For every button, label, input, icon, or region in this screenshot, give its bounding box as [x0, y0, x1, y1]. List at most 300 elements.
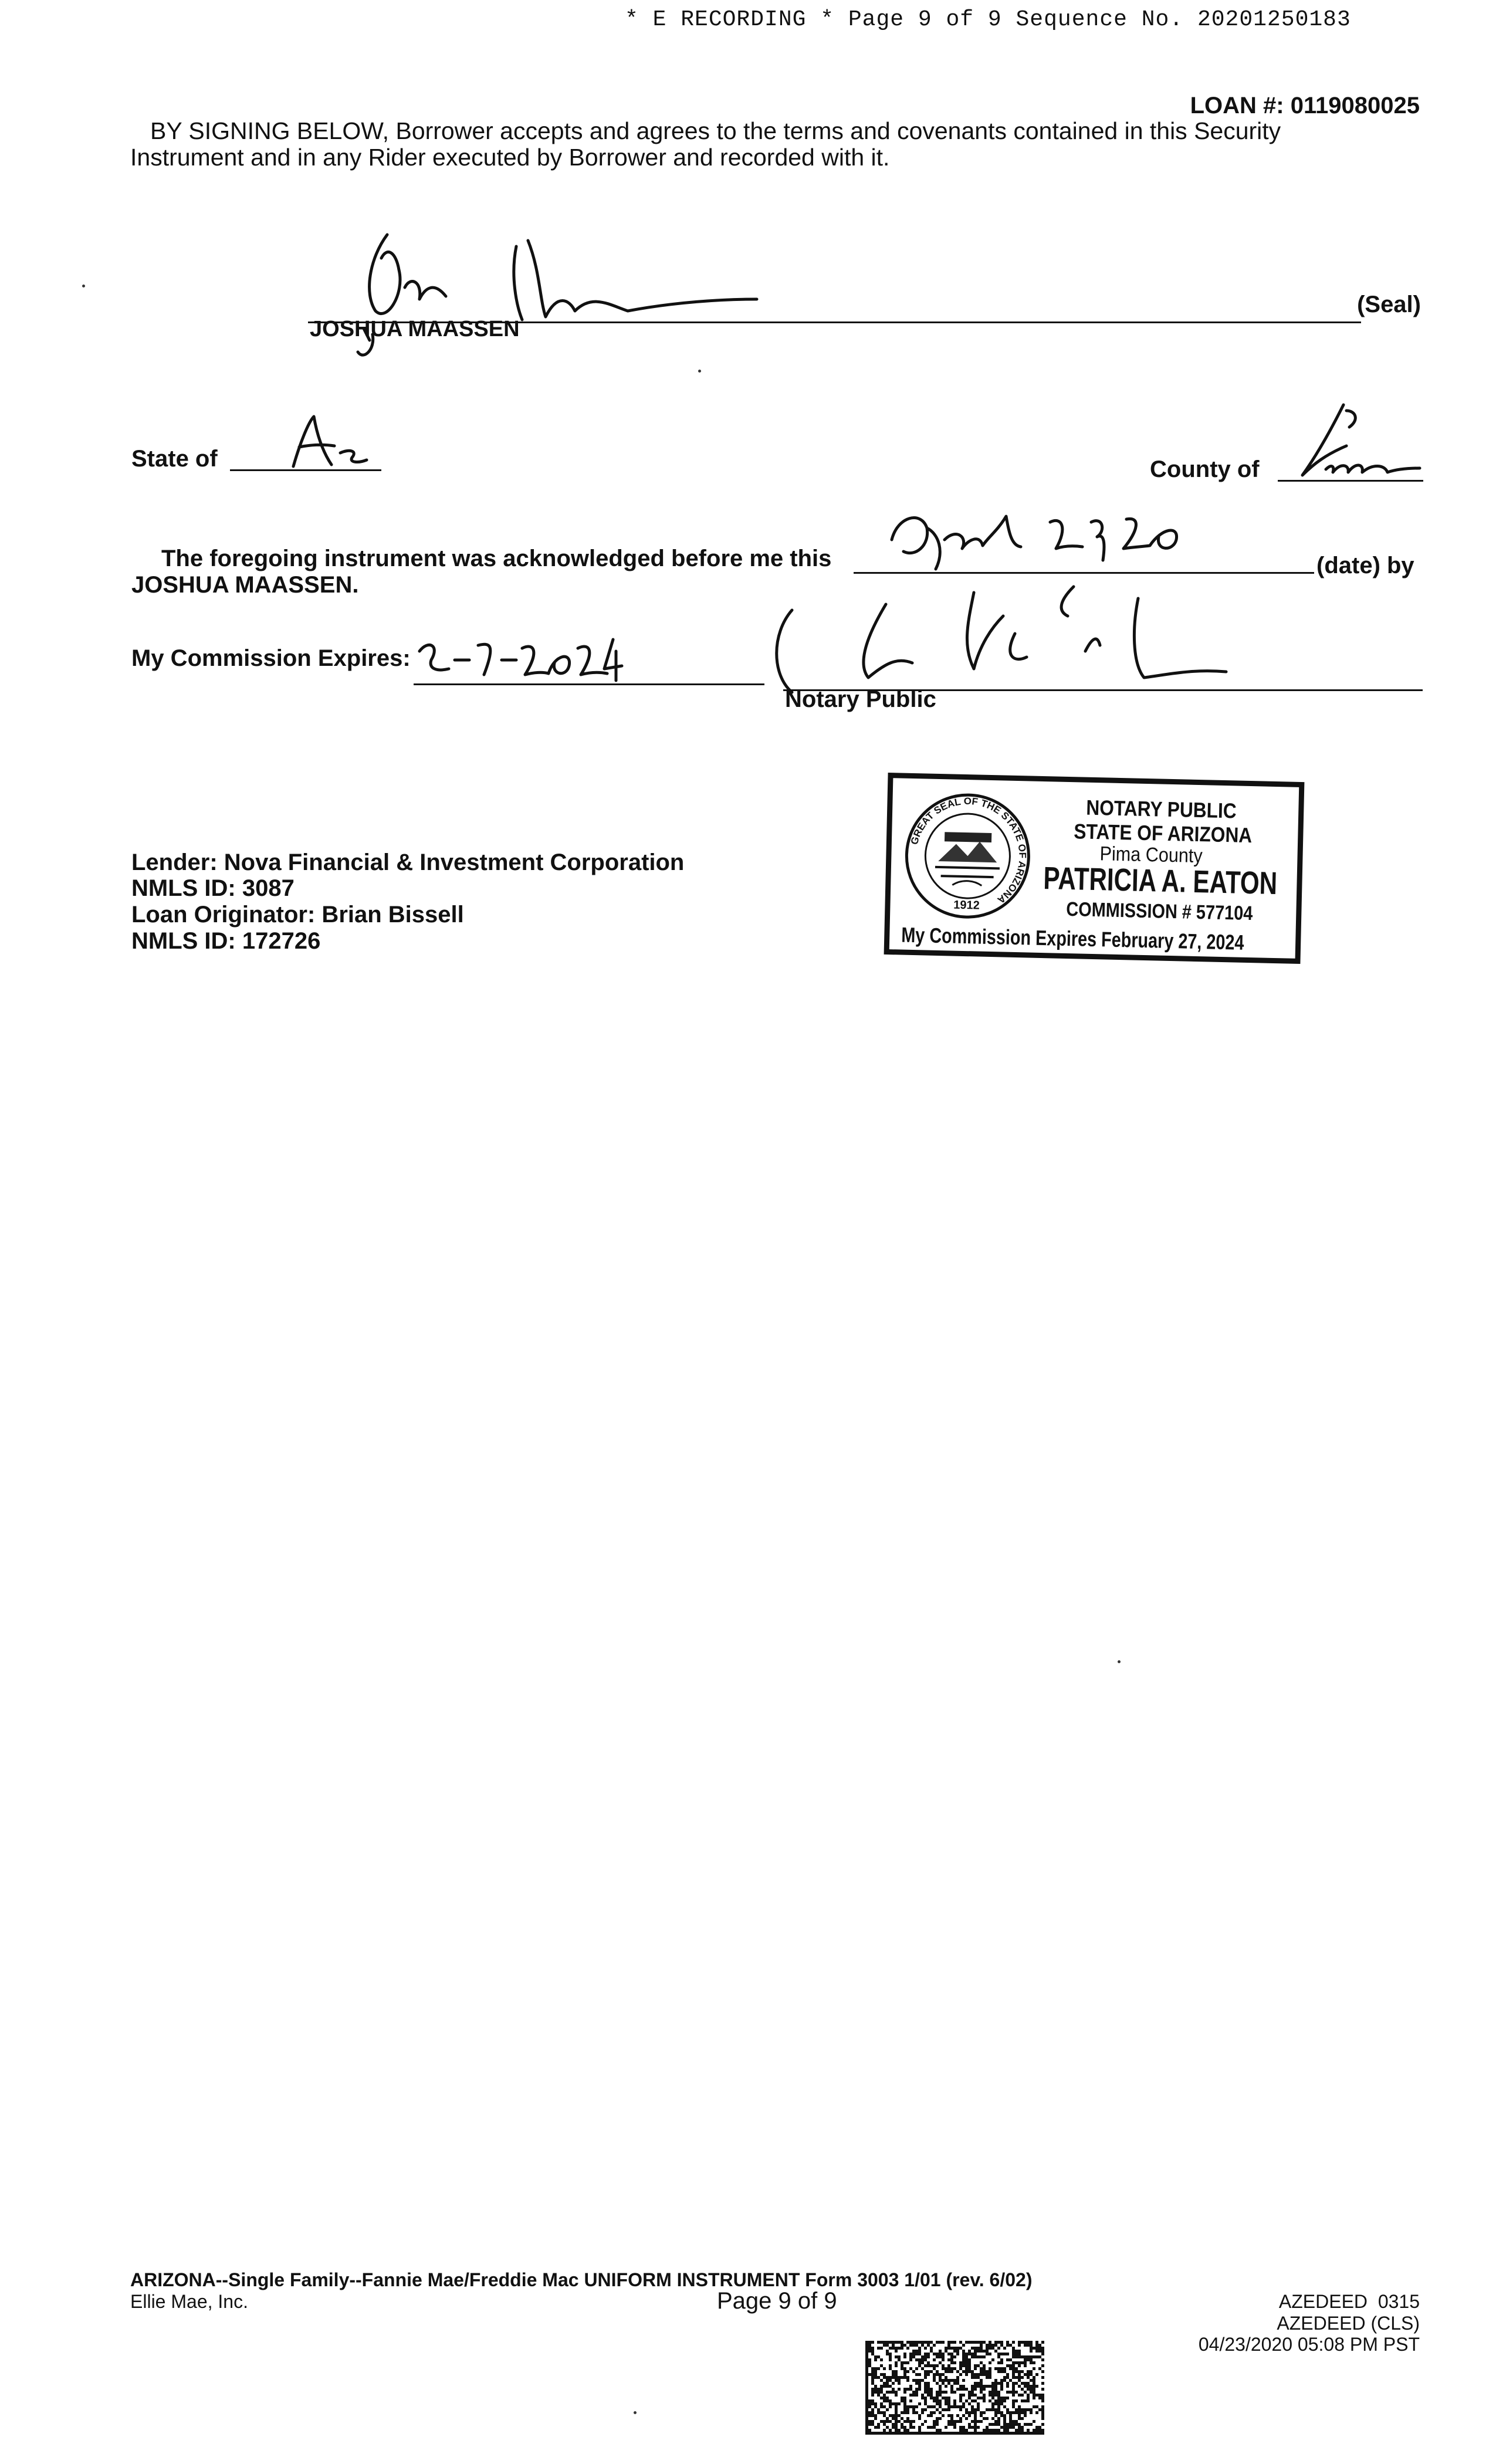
barcode-module: [889, 2420, 892, 2423]
barcode-module: [933, 2376, 936, 2379]
barcode-module: [989, 2408, 991, 2411]
barcode-module: [1018, 2417, 1021, 2420]
barcode-module: [933, 2367, 936, 2370]
barcode-module: [962, 2350, 965, 2353]
notary-stamp: [884, 773, 1305, 964]
barcode-module: [936, 2417, 939, 2420]
barcode-module: [994, 2344, 997, 2347]
barcode-module: [1033, 2347, 1035, 2350]
barcode-module: [924, 2358, 927, 2361]
barcode-module: [915, 2350, 918, 2353]
barcode-module: [886, 2417, 889, 2420]
barcode-module: [989, 2391, 991, 2394]
barcode-module: [971, 2426, 974, 2429]
barcode-module: [903, 2370, 906, 2373]
barcode-module: [953, 2432, 956, 2435]
barcode-module: [986, 2373, 989, 2376]
barcode-module: [983, 2417, 986, 2420]
barcode-module: [1012, 2388, 1015, 2391]
barcode-module: [1003, 2426, 1006, 2429]
barcode-module: [1006, 2358, 1009, 2361]
barcode-module: [930, 2394, 933, 2397]
barcode-module: [947, 2341, 950, 2344]
barcode-module: [933, 2420, 936, 2423]
barcode-module: [983, 2350, 986, 2353]
barcode-module: [921, 2358, 924, 2361]
barcode-module: [921, 2411, 924, 2414]
barcode-module: [971, 2353, 974, 2355]
barcode-module: [1006, 2429, 1009, 2432]
barcode-module: [1033, 2432, 1035, 2435]
commission-label: My Commission Expires:: [131, 645, 411, 671]
barcode-module: [994, 2411, 997, 2414]
barcode-module: [886, 2397, 889, 2399]
barcode-module: [874, 2385, 877, 2388]
barcode-module: [1009, 2367, 1012, 2370]
barcode-module: [959, 2373, 962, 2376]
barcode-module: [1006, 2353, 1009, 2355]
barcode-module: [865, 2364, 868, 2367]
barcode-module: [915, 2382, 918, 2385]
barcode-module: [912, 2432, 915, 2435]
barcode-module: [1035, 2341, 1038, 2344]
barcode-module: [1041, 2353, 1044, 2355]
barcode-module: [886, 2432, 889, 2435]
barcode-module: [1009, 2379, 1012, 2382]
barcode-module: [991, 2358, 994, 2361]
barcode-module: [895, 2417, 898, 2420]
barcode-module: [994, 2385, 997, 2388]
barcode-module: [886, 2350, 889, 2353]
barcode-module: [994, 2367, 997, 2370]
barcode-module: [930, 2388, 933, 2391]
barcode-module: [1000, 2370, 1003, 2373]
barcode-module: [977, 2347, 980, 2350]
barcode-module: [915, 2432, 918, 2435]
barcode-module: [901, 2411, 903, 2414]
barcode-module: [868, 2423, 871, 2426]
barcode-module: [915, 2391, 918, 2394]
barcode-module: [1030, 2391, 1033, 2394]
barcode-module: [1012, 2350, 1015, 2353]
barcode-module: [959, 2429, 962, 2432]
barcode-module: [989, 2432, 991, 2435]
barcode-module: [953, 2350, 956, 2353]
barcode-module: [997, 2399, 1000, 2402]
barcode-module: [947, 2382, 950, 2385]
barcode-module: [886, 2353, 889, 2355]
barcode-module: [1027, 2432, 1030, 2435]
barcode-module: [1000, 2414, 1003, 2417]
state-line: [230, 469, 381, 471]
barcode-module: [880, 2402, 883, 2405]
barcode-module: [1027, 2370, 1030, 2373]
barcode-module: [1015, 2420, 1018, 2423]
barcode-module: [918, 2364, 921, 2367]
barcode-module: [1030, 2388, 1033, 2391]
barcode-module: [924, 2420, 927, 2423]
barcode-module: [906, 2429, 909, 2432]
barcode-module: [1009, 2358, 1012, 2361]
barcode-module: [883, 2420, 886, 2423]
barcode-module: [991, 2391, 994, 2394]
barcode-module: [1035, 2432, 1038, 2435]
barcode-module: [1018, 2432, 1021, 2435]
barcode-module: [950, 2367, 953, 2370]
barcode-module: [886, 2344, 889, 2347]
barcode-module: [965, 2388, 968, 2391]
barcode-module: [947, 2402, 950, 2405]
barcode-module: [871, 2394, 874, 2397]
barcode-module: [933, 2411, 936, 2414]
barcode-module: [874, 2391, 877, 2394]
barcode-module: [892, 2388, 895, 2391]
barcode-module: [892, 2376, 895, 2379]
barcode-module: [942, 2355, 945, 2358]
barcode-module: [903, 2405, 906, 2408]
barcode-module: [898, 2429, 901, 2432]
stamp-line-3: Pima County: [1099, 842, 1203, 868]
barcode-module: [977, 2402, 980, 2405]
barcode-module: [906, 2420, 909, 2423]
barcode-module: [971, 2405, 974, 2408]
barcode-module: [865, 2397, 868, 2399]
barcode-module: [965, 2373, 968, 2376]
barcode-module: [968, 2350, 971, 2353]
barcode-module: [865, 2405, 868, 2408]
barcode-module: [977, 2426, 980, 2429]
barcode-module: [880, 2347, 883, 2350]
barcode-module: [883, 2397, 886, 2399]
barcode-module: [939, 2405, 942, 2408]
barcode-module: [880, 2358, 883, 2361]
barcode-module: [918, 2432, 921, 2435]
barcode-module: [994, 2432, 997, 2435]
barcode-module: [1041, 2376, 1044, 2379]
barcode-module: [977, 2382, 980, 2385]
barcode-module: [889, 2432, 892, 2435]
barcode-module: [1038, 2350, 1041, 2353]
barcode-module: [968, 2391, 971, 2394]
barcode-module: [1009, 2344, 1012, 2347]
barcode-module: [1041, 2411, 1044, 2414]
barcode-module: [901, 2399, 903, 2402]
barcode-module: [994, 2394, 997, 2397]
barcode-module: [889, 2353, 892, 2355]
barcode-module: [1012, 2423, 1015, 2426]
barcode-module: [959, 2397, 962, 2399]
barcode-module: [947, 2370, 950, 2373]
barcode-module: [1030, 2350, 1033, 2353]
barcode-module: [892, 2426, 895, 2429]
barcode-module: [953, 2347, 956, 2350]
barcode-module: [871, 2341, 874, 2344]
barcode-module: [1038, 2347, 1041, 2350]
barcode-module: [924, 2399, 927, 2402]
barcode-module: [892, 2391, 895, 2394]
barcode-module: [880, 2379, 883, 2382]
barcode-module: [889, 2355, 892, 2358]
barcode-module: [898, 2420, 901, 2423]
county-value: [1285, 399, 1426, 481]
barcode-module: [977, 2350, 980, 2353]
barcode-module: [1033, 2361, 1035, 2364]
barcode-module: [939, 2411, 942, 2414]
barcode-module: [912, 2394, 915, 2397]
barcode-module: [865, 2358, 868, 2361]
barcode-module: [1000, 2341, 1003, 2344]
barcode-module: [877, 2355, 880, 2358]
barcode-module: [892, 2373, 895, 2376]
barcode-module: [927, 2364, 930, 2367]
barcode-module: [868, 2341, 871, 2344]
barcode-module: [980, 2385, 983, 2388]
barcode-module: [947, 2414, 950, 2417]
barcode-module: [936, 2397, 939, 2399]
barcode-module: [991, 2432, 994, 2435]
barcode-module: [895, 2364, 898, 2367]
ack-line-2: JOSHUA MAASSEN.: [131, 572, 359, 598]
barcode-module: [1024, 2391, 1027, 2394]
state-value: [276, 411, 381, 469]
barcode-module: [962, 2358, 965, 2361]
barcode-module: [968, 2423, 971, 2426]
barcode-module: [918, 2429, 921, 2432]
barcode-module: [1012, 2391, 1015, 2394]
barcode-module: [939, 2350, 942, 2353]
barcode-module: [927, 2432, 930, 2435]
barcode-module: [980, 2432, 983, 2435]
footer-code-2: AZEDEED (CLS): [1277, 2313, 1420, 2334]
barcode-module: [1041, 2358, 1044, 2361]
barcode-module: [936, 2373, 939, 2376]
barcode-module: [980, 2361, 983, 2364]
barcode-module: [945, 2408, 947, 2411]
barcode-module: [1009, 2391, 1012, 2394]
barcode-module: [930, 2397, 933, 2399]
barcode-module: [903, 2373, 906, 2376]
barcode-module: [974, 2411, 977, 2414]
barcode-module: [974, 2408, 977, 2411]
barcode-module: [959, 2385, 962, 2388]
barcode-module: [947, 2399, 950, 2402]
barcode-module: [997, 2361, 1000, 2364]
barcode-module: [936, 2432, 939, 2435]
barcode-module: [991, 2388, 994, 2391]
barcode-module: [1015, 2370, 1018, 2373]
footer-page-number: Page 9 of 9: [717, 2288, 837, 2314]
barcode-module: [980, 2382, 983, 2385]
barcode-module: [945, 2397, 947, 2399]
barcode-module: [1021, 2355, 1024, 2358]
barcode-module: [918, 2382, 921, 2385]
barcode-module: [877, 2432, 880, 2435]
barcode-module: [871, 2420, 874, 2423]
barcode-module: [950, 2361, 953, 2364]
barcode-module: [868, 2364, 871, 2367]
barcode-module: [877, 2367, 880, 2370]
barcode-module: [918, 2341, 921, 2344]
barcode-module: [971, 2341, 974, 2344]
barcode-module: [909, 2426, 912, 2429]
barcode-module: [1003, 2420, 1006, 2423]
barcode-module: [965, 2408, 968, 2411]
barcode-module: [903, 2399, 906, 2402]
barcode-module: [1030, 2344, 1033, 2347]
barcode-module: [877, 2388, 880, 2391]
barcode-module: [936, 2394, 939, 2397]
barcode-module: [921, 2423, 924, 2426]
barcode-module: [953, 2391, 956, 2394]
barcode-module: [947, 2432, 950, 2435]
barcode-module: [921, 2355, 924, 2358]
barcode-module: [1027, 2376, 1030, 2379]
barcode-module: [927, 2388, 930, 2391]
barcode-module: [918, 2361, 921, 2364]
barcode-module: [939, 2417, 942, 2420]
barcode-module: [930, 2350, 933, 2353]
barcode-module: [909, 2367, 912, 2370]
barcode-module: [971, 2420, 974, 2423]
barcode-module: [906, 2405, 909, 2408]
barcode-module: [921, 2341, 924, 2344]
barcode-module: [903, 2344, 906, 2347]
barcode-module: [971, 2394, 974, 2397]
barcode-module: [909, 2353, 912, 2355]
barcode-module: [980, 2397, 983, 2399]
barcode-module: [1027, 2423, 1030, 2426]
barcode-module: [1035, 2405, 1038, 2408]
barcode-module: [947, 2358, 950, 2361]
barcode-module: [950, 2432, 953, 2435]
barcode-module: [1003, 2397, 1006, 2399]
barcode-module: [1018, 2341, 1021, 2344]
barcode-module: [865, 2399, 868, 2402]
barcode-module: [953, 2355, 956, 2358]
barcode-module: [918, 2347, 921, 2350]
barcode-module: [1018, 2379, 1021, 2382]
barcode-module: [927, 2405, 930, 2408]
barcode-module: [1035, 2355, 1038, 2358]
barcode-module: [924, 2397, 927, 2399]
barcode-module: [989, 2353, 991, 2355]
barcode-module: [883, 2432, 886, 2435]
barcode-module: [1000, 2379, 1003, 2382]
barcode-module: [936, 2364, 939, 2367]
barcode-module: [924, 2347, 927, 2350]
barcode-module: [924, 2402, 927, 2405]
barcode-module: [1018, 2394, 1021, 2397]
borrower-name: JOSHUA MAASSEN: [310, 317, 520, 341]
barcode-module: [921, 2367, 924, 2370]
barcode-module: [921, 2361, 924, 2364]
barcode-module: [956, 2350, 959, 2353]
barcode-module: [903, 2420, 906, 2423]
barcode-module: [962, 2414, 965, 2417]
barcode-module: [1027, 2388, 1030, 2391]
barcode-module: [977, 2373, 980, 2376]
barcode-module: [991, 2347, 994, 2350]
barcode-module: [1000, 2432, 1003, 2435]
barcode-module: [886, 2341, 889, 2344]
barcode-module: [956, 2405, 959, 2408]
barcode-module: [1006, 2376, 1009, 2379]
barcode-module: [918, 2426, 921, 2429]
barcode-module: [1003, 2347, 1006, 2350]
barcode-module: [1030, 2347, 1033, 2350]
barcode-module: [1024, 2385, 1027, 2388]
barcode-module: [892, 2402, 895, 2405]
barcode-module: [880, 2341, 883, 2344]
county-handwriting: [1285, 399, 1426, 481]
barcode-module: [1012, 2367, 1015, 2370]
barcode-module: [865, 2423, 868, 2426]
barcode-module: [906, 2379, 909, 2382]
barcode-icon: [865, 2341, 1044, 2435]
barcode-module: [880, 2420, 883, 2423]
barcode-module: [1009, 2414, 1012, 2417]
barcode-module: [895, 2355, 898, 2358]
barcode-module: [874, 2417, 877, 2420]
barcode-module: [950, 2385, 953, 2388]
barcode-module: [986, 2344, 989, 2347]
barcode-module: [1030, 2408, 1033, 2411]
barcode-module: [883, 2382, 886, 2385]
barcode-module: [950, 2388, 953, 2391]
barcode-module: [927, 2391, 930, 2394]
barcode-module: [945, 2385, 947, 2388]
footer-timestamp: 04/23/2020 05:08 PM PST: [1198, 2334, 1420, 2355]
barcode-module: [947, 2397, 950, 2399]
barcode-module: [927, 2341, 930, 2344]
barcode-module: [909, 2394, 912, 2397]
barcode-module: [915, 2388, 918, 2391]
barcode-module: [1021, 2411, 1024, 2414]
barcode-module: [889, 2405, 892, 2408]
barcode-module: [991, 2405, 994, 2408]
barcode-module: [971, 2388, 974, 2391]
barcode-module: [974, 2353, 977, 2355]
barcode-module: [1027, 2397, 1030, 2399]
barcode-module: [959, 2417, 962, 2420]
barcode-module: [956, 2432, 959, 2435]
barcode-module: [924, 2355, 927, 2358]
barcode-module: [983, 2432, 986, 2435]
barcode-module: [868, 2432, 871, 2435]
barcode-module: [880, 2432, 883, 2435]
barcode-module: [930, 2414, 933, 2417]
barcode-module: [909, 2388, 912, 2391]
barcode-module: [1027, 2385, 1030, 2388]
barcode-module: [980, 2341, 983, 2344]
barcode-module: [1041, 2370, 1044, 2373]
barcode-module: [877, 2426, 880, 2429]
barcode-module: [918, 2358, 921, 2361]
barcode-module: [915, 2411, 918, 2414]
recording-header: * E RECORDING * Page 9 of 9 Sequence No. 20201250183: [625, 7, 1351, 32]
barcode-module: [1027, 2399, 1030, 2402]
barcode-module: [974, 2414, 977, 2417]
barcode-module: [865, 2417, 868, 2420]
barcode-module: [1021, 2399, 1024, 2402]
barcode-module: [968, 2367, 971, 2370]
barcode-module: [989, 2344, 991, 2347]
barcode-module: [909, 2405, 912, 2408]
barcode-module: [924, 2353, 927, 2355]
borrower-signature: [346, 223, 769, 364]
barcode-module: [980, 2344, 983, 2347]
barcode-module: [933, 2364, 936, 2367]
